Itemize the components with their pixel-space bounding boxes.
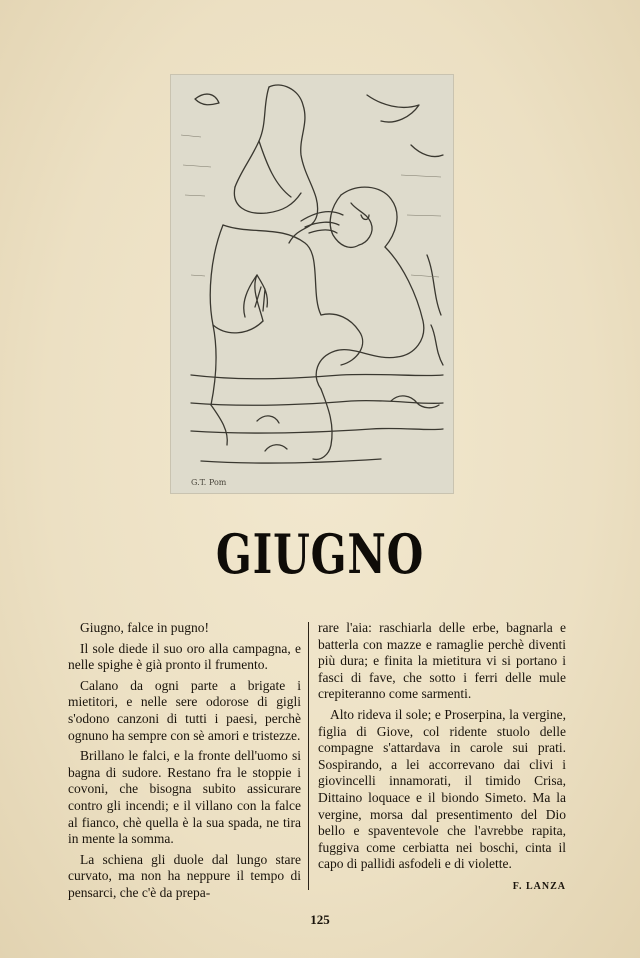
paragraph: La schiena gli duole dal lungo stare curvato, ma non ha neppure il tempo di pensarci, che c'è da prepa- bbox=[68, 851, 301, 900]
illustration-signature: G.T. Pom bbox=[191, 478, 227, 487]
author-signature: F. LANZA bbox=[512, 881, 566, 892]
paragraph: Il sole diede il suo oro alla campagna, e nelle spighe è già pronto il frumento. bbox=[68, 640, 301, 673]
paragraph: Alto rideva il sole; e Proserpina, la vergine, figlia di Giove, col ridente stuolo delle compagne s'attardava in carole sui prati. Sospirando, a lei accorrevano dai clivi i giovincelli innamorati, il timido Crisa, Dittaino loquace e il biondo Simeto. Ma la vergine, morsa dal presentimento del Dio bello e spaventevole che l'avrebbe rapita, fuggiva come cerbiatta nei boschi, cinta il capo di pallidi asfodeli e di violette. bbox=[318, 706, 566, 872]
etching-illustration bbox=[170, 74, 454, 494]
column-divider bbox=[308, 622, 309, 890]
paragraph: rare l'aia: raschiarla delle erbe, bagnarla e batterla con mazze e ramaglie perchè diventi più dura; e finita la mietitura vi si portano i fasci di fave, che sotto i ferri delle mule crepiteranno come sarmenti. bbox=[318, 620, 566, 702]
etching-drawing bbox=[171, 75, 453, 493]
paragraph: Calano da ogni parte a brigate i mietitori, e nelle sere odorose di gigli s'odono canzoni di tutti i paesi, perchè ognuno ha sempre con sè amori e tristezze. bbox=[68, 677, 301, 743]
paragraph: Giugno, falce in pugno! bbox=[80, 620, 209, 635]
paragraph: Brillano le falci, e la fronte dell'uomo si bagna di sudore. Restano fra le stoppie i covoni, che bisogna subito assicurare contro gli incendi; e il villano con la falce al fianco, chè quella è la sua spada, ne tira in mente la somma. bbox=[68, 748, 301, 847]
page-title: GIUGNO bbox=[215, 522, 425, 586]
left-column bbox=[68, 620, 301, 906]
right-column bbox=[318, 620, 566, 877]
page-number: 125 bbox=[310, 912, 330, 927]
